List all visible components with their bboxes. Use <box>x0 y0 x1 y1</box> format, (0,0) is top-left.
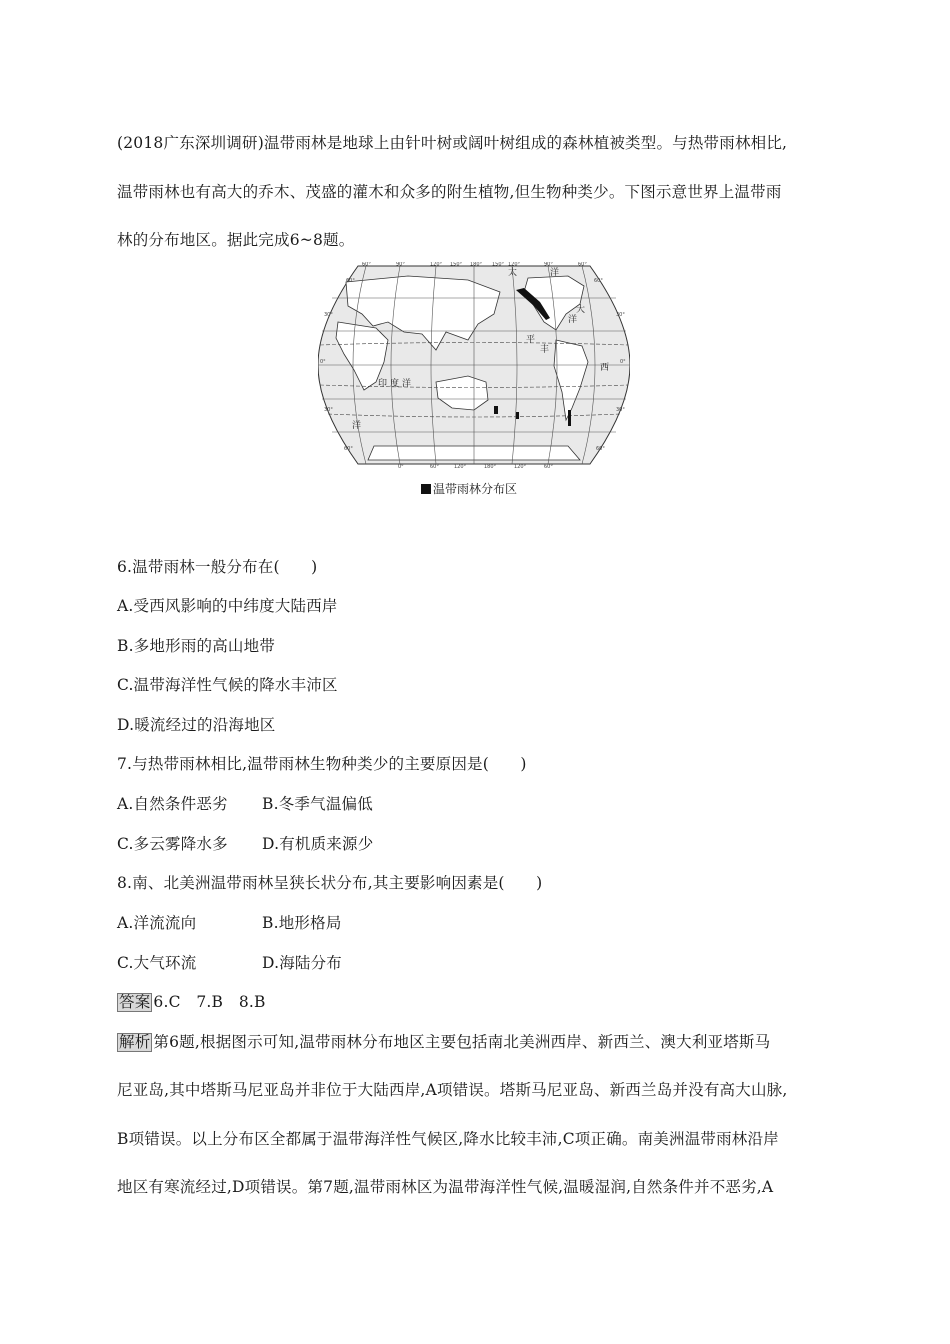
q6-stem: 6.温带雨林一般分布在( ) <box>117 558 318 576</box>
lat-label-l3: 0° <box>320 359 326 365</box>
lon-label-top-3: 120° <box>430 262 443 268</box>
q6-option-a: A.受西风影响的中纬度大陆西岸 <box>117 597 338 615</box>
q8-option-d: D.海陆分布 <box>262 954 343 972</box>
q6-option-c: C.温带海洋性气候的降水丰沛区 <box>117 676 338 694</box>
legend-label: 温带雨林分布区 <box>433 482 518 496</box>
ocean-label-2: 洋 <box>550 268 560 278</box>
lat-label-l4: 30° <box>324 407 333 413</box>
lat-label-r2: 30° <box>616 312 625 318</box>
ocean-label-6: 丰 <box>540 345 550 355</box>
analysis-line-1 <box>117 1030 770 1052</box>
lon-label-bottom-2: 60° <box>430 464 439 468</box>
analysis-text-1: 第6题,根据图示可知,温带雨林分布地区主要包括南北美洲西岸、新西兰、澳大利亚塔斯马 <box>153 1033 771 1051</box>
lon-label-top-7: 120° <box>508 262 521 268</box>
lat-label-r3: 0° <box>620 359 626 365</box>
q7-option-b: B.冬季气温偏低 <box>262 795 373 813</box>
q8-option-b: B.地形格局 <box>262 914 342 932</box>
q7-option-a: A.自然条件恶劣 <box>117 795 228 813</box>
lon-label-bottom-3: 120° <box>454 464 467 468</box>
lon-label-top-2: 90° <box>396 262 405 268</box>
lon-label-bottom-6: 60° <box>544 464 553 468</box>
lon-label-top-6: 150° <box>492 262 505 268</box>
map-legend <box>421 480 517 497</box>
ocean-label-3: 大 <box>576 305 586 315</box>
q7-stem: 7.与热带雨林相比,温带雨林生物种类少的主要原因是( ) <box>117 755 527 773</box>
ocean-label-9: 度 <box>390 379 400 389</box>
ocean-label-11: 洋 <box>352 421 362 431</box>
ocean-label-5: 平 <box>526 335 536 345</box>
lat-label-l2: 30° <box>324 312 333 318</box>
ocean-label-7: 西 <box>600 363 610 373</box>
lat-label-l1: 60° <box>346 278 355 284</box>
ocean-label-4: 洋 <box>568 315 578 325</box>
ocean-label-10: 洋 <box>402 379 412 389</box>
lat-label-l5: 60° <box>344 446 353 452</box>
q6-option-d: D.暖流经过的沿海地区 <box>117 716 276 734</box>
analysis-line-4: 地区有寒流经过,D项错误。第7题,温带雨林区为温带海洋性气候,温暖湿润,自然条件并不恶劣,A <box>117 1178 774 1196</box>
ocean-label-8: 印 <box>378 379 388 389</box>
answer-tag: 答案 <box>119 993 151 1011</box>
q7-option-c: C.多云雾降水多 <box>117 835 228 853</box>
q7-option-d: D.有机质来源少 <box>262 835 374 853</box>
lon-label-top-5: 180° <box>470 262 483 268</box>
world-map-figure <box>318 262 630 468</box>
analysis-line-2: 尼亚岛,其中塔斯马尼亚岛并非位于大陆西岸,A项错误。塔斯马尼亚岛、新西兰岛并没有高大山脉, <box>117 1081 788 1099</box>
lon-label-top-9: 60° <box>578 262 587 268</box>
legend-swatch-icon <box>421 484 431 494</box>
answer-line <box>117 990 266 1012</box>
answer-text: 6.C 7.B 8.B <box>153 993 266 1011</box>
lon-label-bottom-4: 180° <box>484 464 497 468</box>
lat-label-r4: 30° <box>616 407 625 413</box>
lat-label-r5: 60° <box>596 446 605 452</box>
world-map <box>318 262 630 468</box>
lon-label-bottom-1: 0° <box>398 464 404 468</box>
lon-label-top-1: 60° <box>362 262 371 268</box>
analysis-line-3: B项错误。以上分布区全都属于温带海洋性气候区,降水比较丰沛,C项正确。南美洲温带雨林沿岸 <box>117 1130 779 1148</box>
q8-option-a: A.洋流流向 <box>117 914 197 932</box>
q6-option-b: B.多地形雨的高山地带 <box>117 637 276 655</box>
lon-label-top-8: 90° <box>544 262 553 268</box>
q8-stem: 8.南、北美洲温带雨林呈狭长状分布,其主要影响因素是( ) <box>117 874 543 892</box>
intro-line-1: (2018广东深圳调研)温带雨林是地球上由针叶树或阔叶树组成的森林植被类型。与热带雨林相比, <box>117 134 788 152</box>
analysis-tag: 解析 <box>119 1033 151 1051</box>
intro-line-3: 林的分布地区。据此完成6~8题。 <box>117 231 355 249</box>
intro-line-2: 温带雨林也有高大的乔木、茂盛的灌木和众多的附生植物,但生物种类少。下图示意世界上温带雨 <box>117 183 782 201</box>
lon-label-bottom-5: 120° <box>514 464 527 468</box>
ocean-label-1: 太 <box>508 268 518 278</box>
q8-option-c: C.大气环流 <box>117 954 197 972</box>
lon-label-top-4: 150° <box>450 262 463 268</box>
lat-label-r1: 60° <box>594 278 603 284</box>
